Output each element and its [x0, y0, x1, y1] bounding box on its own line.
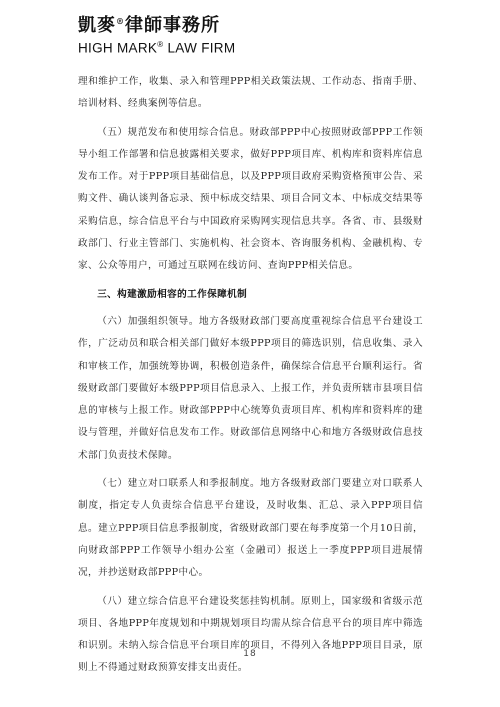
section-3-heading: 三、构建激励相容的工作保障机制	[97, 288, 248, 300]
registered-mark-icon: ®	[116, 16, 125, 26]
firm-name-chinese	[78, 10, 278, 37]
letterhead	[78, 10, 278, 57]
firm-name-en-left: HIGH MARK	[78, 40, 158, 56]
paragraph-continued: 理和维护工作，收集、录入和管理PPP相关政策法规、工作动态、指南手册、培训材料、经典案例等信息。	[78, 76, 423, 110]
registered-mark-icon-en: ®	[157, 40, 164, 49]
firm-name-en-right: LAW FIRM	[167, 40, 236, 56]
paragraph-5: （五）规范发布和使用综合信息。财政部PPP中心按照财政部PPP工作领导小组工作部署和信息披露相关要求，做好PPP项目库、机构库和资料库信息发布工作。对于PPP项目基础信息，以及PPP项目政府采购资格预审公告、采购文件、确认谈判备忘录、预中标成交结果、项目合同文本、中标成交结果等采购信息，综合信息平台与中国政府采购网实现信息共享。各省、市、县级财政部门、行业主管部门、实施机构、社会资本、咨询服务机构、金融机构、专家、公众等用户，可通过互联网在线访问、查询PPP相关信息。	[78, 126, 423, 272]
paragraph-7: （七）建立对口联系人和季报制度。地方各级财政部门要建立对口联系人制度，指定专人负责综合信息平台建设，及时收集、汇总、录入PPP项目信息。建立PPP项目信息季报制度，省级财政部门要在每季度第一个月10日前，向财政部PPP工作领导小组办公室（金融司）报送上一季度PPP项目进展情况，并抄送财政部PPP中心。	[78, 478, 423, 579]
firm-name-cn-left: 凱麥	[78, 15, 116, 36]
paragraph-8: （八）建立综合信息平台建设奖惩挂钩机制。原则上，国家级和省级示范项目、各地PPP年度规划和中期规划项目均需从综合信息平台的项目库中筛选和识别。未纳入综合信息平台项目库的项目，不得列入各地PPP项目目录，原则上不得通过财政预算安排支出责任。	[78, 595, 423, 674]
firm-name-cn-right: 律師事務所	[125, 15, 220, 36]
page-number: 18	[243, 649, 257, 659]
paragraph-6: （六）加强组织领导。地方各级财政部门要高度重视综合信息平台建设工作，广泛动员和联合相关部门做好本级PPP项目的筛选识别，信息收集、录入和审核工作，加强统筹协调，积极创造条件，确保综合信息平台顺利运行。省级财政部门要做好本级PPP项目信息录入、上报工作，并负责所辖市县项目信息的审核与上报工作。财政部PPP中心统筹负责项目库、机构库和资料库的建设与管理，并做好信息发布工作。财政部信息网络中心和地方各级财政信息技术部门负责技术保障。	[78, 315, 423, 461]
document-body	[78, 71, 423, 686]
firm-name-english	[78, 37, 278, 57]
